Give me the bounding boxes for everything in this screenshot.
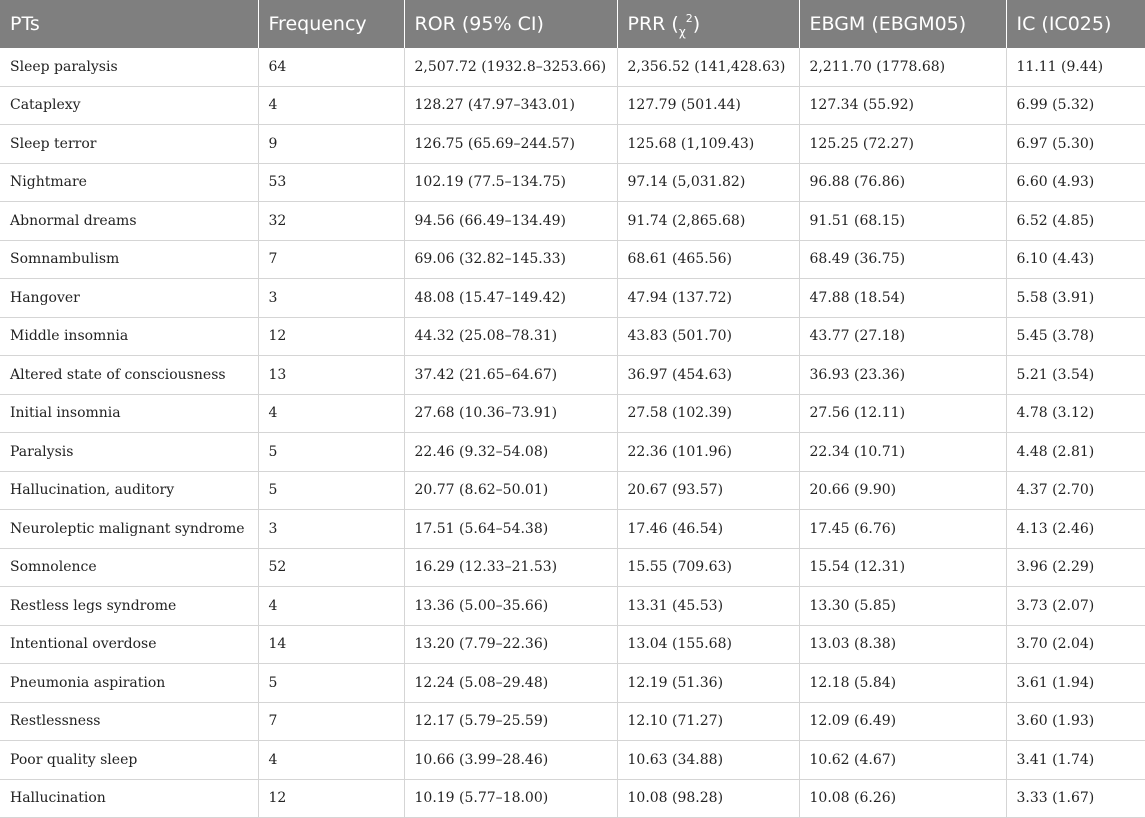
header-prr-suffix: ) [692, 13, 701, 35]
cell-prr: 97.14 (5,031.82) [617, 163, 799, 202]
cell-ebgm: 47.88 (18.54) [799, 279, 1006, 318]
table-row [0, 433, 1145, 472]
cell-prr: 10.63 (34.88) [617, 741, 799, 780]
header-prr-sup: 2 [685, 12, 693, 25]
header-pts: PTs [0, 0, 258, 48]
cell-ror: 10.66 (3.99–28.46) [404, 741, 617, 780]
cell-prr: 43.83 (501.70) [617, 317, 799, 356]
cell-frequency: 4 [258, 394, 404, 433]
cell-ic: 6.52 (4.85) [1006, 202, 1145, 241]
cell-ic: 3.96 (2.29) [1006, 548, 1145, 587]
table-row [0, 779, 1145, 818]
cell-ror: 20.77 (8.62–50.01) [404, 471, 617, 510]
cell-frequency: 53 [258, 163, 404, 202]
cell-pt: Nightmare [0, 163, 258, 202]
cell-ebgm: 125.25 (72.27) [799, 125, 1006, 164]
cell-ror: 13.20 (7.79–22.36) [404, 625, 617, 664]
cell-ebgm: 22.34 (10.71) [799, 433, 1006, 472]
cell-frequency: 5 [258, 433, 404, 472]
cell-pt: Middle insomnia [0, 317, 258, 356]
cell-frequency: 12 [258, 779, 404, 818]
cell-ic: 11.11 (9.44) [1006, 48, 1145, 86]
cell-ror: 27.68 (10.36–73.91) [404, 394, 617, 433]
cell-frequency: 4 [258, 741, 404, 780]
table-row [0, 48, 1145, 86]
cell-prr: 2,356.52 (141,428.63) [617, 48, 799, 86]
cell-ror: 44.32 (25.08–78.31) [404, 317, 617, 356]
table-row [0, 163, 1145, 202]
cell-ic: 4.48 (2.81) [1006, 433, 1145, 472]
cell-pt: Somnolence [0, 548, 258, 587]
table-row [0, 86, 1145, 125]
cell-prr: 127.79 (501.44) [617, 86, 799, 125]
cell-pt: Altered state of consciousness [0, 356, 258, 395]
cell-ic: 5.21 (3.54) [1006, 356, 1145, 395]
cell-ic: 6.97 (5.30) [1006, 125, 1145, 164]
cell-ror: 17.51 (5.64–54.38) [404, 510, 617, 549]
cell-ebgm: 10.62 (4.67) [799, 741, 1006, 780]
cell-frequency: 3 [258, 510, 404, 549]
table-row [0, 317, 1145, 356]
cell-ebgm: 17.45 (6.76) [799, 510, 1006, 549]
cell-ebgm: 2,211.70 (1778.68) [799, 48, 1006, 86]
cell-ebgm: 13.03 (8.38) [799, 625, 1006, 664]
cell-ebgm: 20.66 (9.90) [799, 471, 1006, 510]
cell-ebgm: 10.08 (6.26) [799, 779, 1006, 818]
table-row [0, 240, 1145, 279]
table-row [0, 279, 1145, 318]
header-frequency: Frequency [258, 0, 404, 48]
cell-pt: Hallucination, auditory [0, 471, 258, 510]
cell-prr: 47.94 (137.72) [617, 279, 799, 318]
table-row [0, 664, 1145, 703]
table-row [0, 125, 1145, 164]
cell-pt: Intentional overdose [0, 625, 258, 664]
cell-prr: 17.46 (46.54) [617, 510, 799, 549]
cell-prr: 125.68 (1,109.43) [617, 125, 799, 164]
cell-ebgm: 127.34 (55.92) [799, 86, 1006, 125]
cell-pt: Poor quality sleep [0, 741, 258, 780]
table-row [0, 356, 1145, 395]
cell-pt: Sleep terror [0, 125, 258, 164]
cell-ic: 3.70 (2.04) [1006, 625, 1145, 664]
cell-ror: 37.42 (21.65–64.67) [404, 356, 617, 395]
cell-frequency: 5 [258, 664, 404, 703]
cell-ror: 22.46 (9.32–54.08) [404, 433, 617, 472]
cell-ror: 69.06 (32.82–145.33) [404, 240, 617, 279]
cell-ic: 3.60 (1.93) [1006, 702, 1145, 741]
cell-pt: Abnormal dreams [0, 202, 258, 241]
table-row [0, 471, 1145, 510]
cell-prr: 27.58 (102.39) [617, 394, 799, 433]
header-prr-prefix: PRR ( [627, 13, 679, 35]
cell-ror: 12.24 (5.08–29.48) [404, 664, 617, 703]
cell-prr: 13.04 (155.68) [617, 625, 799, 664]
cell-ebgm: 68.49 (36.75) [799, 240, 1006, 279]
cell-pt: Neuroleptic malignant syndrome [0, 510, 258, 549]
table-row [0, 510, 1145, 549]
cell-pt: Sleep paralysis [0, 48, 258, 86]
table-row [0, 587, 1145, 626]
cell-frequency: 4 [258, 587, 404, 626]
cell-ebgm: 43.77 (27.18) [799, 317, 1006, 356]
cell-ebgm: 27.56 (12.11) [799, 394, 1006, 433]
header-ic: IC (IC025) [1006, 0, 1145, 48]
cell-frequency: 32 [258, 202, 404, 241]
header-ror: ROR (95% CI) [404, 0, 617, 48]
cell-pt: Restless legs syndrome [0, 587, 258, 626]
header-prr [617, 0, 799, 48]
table-row [0, 741, 1145, 780]
cell-frequency: 13 [258, 356, 404, 395]
cell-ic: 6.60 (4.93) [1006, 163, 1145, 202]
cell-frequency: 7 [258, 702, 404, 741]
cell-ic: 3.41 (1.74) [1006, 741, 1145, 780]
cell-prr: 12.10 (71.27) [617, 702, 799, 741]
cell-pt: Cataplexy [0, 86, 258, 125]
cell-pt: Somnambulism [0, 240, 258, 279]
cell-ror: 128.27 (47.97–343.01) [404, 86, 617, 125]
cell-frequency: 64 [258, 48, 404, 86]
cell-ebgm: 15.54 (12.31) [799, 548, 1006, 587]
cell-prr: 15.55 (709.63) [617, 548, 799, 587]
table-row [0, 702, 1145, 741]
table-row [0, 625, 1145, 664]
cell-ic: 3.33 (1.67) [1006, 779, 1145, 818]
cell-frequency: 5 [258, 471, 404, 510]
cell-prr: 13.31 (45.53) [617, 587, 799, 626]
cell-frequency: 9 [258, 125, 404, 164]
cell-frequency: 52 [258, 548, 404, 587]
cell-pt: Hangover [0, 279, 258, 318]
cell-ic: 6.99 (5.32) [1006, 86, 1145, 125]
cell-pt: Restlessness [0, 702, 258, 741]
cell-frequency: 4 [258, 86, 404, 125]
cell-ror: 2,507.72 (1932.8–3253.66) [404, 48, 617, 86]
header-prr-chi: χ [678, 25, 686, 39]
cell-prr: 10.08 (98.28) [617, 779, 799, 818]
cell-ebgm: 13.30 (5.85) [799, 587, 1006, 626]
cell-ror: 13.36 (5.00–35.66) [404, 587, 617, 626]
header-ebgm: EBGM (EBGM05) [799, 0, 1006, 48]
cell-pt: Paralysis [0, 433, 258, 472]
cell-ror: 48.08 (15.47–149.42) [404, 279, 617, 318]
table-header [0, 0, 1145, 48]
header-row [0, 0, 1145, 48]
table-row [0, 394, 1145, 433]
cell-ror: 102.19 (77.5–134.75) [404, 163, 617, 202]
cell-prr: 20.67 (93.57) [617, 471, 799, 510]
cell-frequency: 3 [258, 279, 404, 318]
cell-ebgm: 36.93 (23.36) [799, 356, 1006, 395]
cell-prr: 22.36 (101.96) [617, 433, 799, 472]
cell-ic: 6.10 (4.43) [1006, 240, 1145, 279]
cell-frequency: 12 [258, 317, 404, 356]
cell-ebgm: 12.09 (6.49) [799, 702, 1006, 741]
cell-ror: 94.56 (66.49–134.49) [404, 202, 617, 241]
cell-ebgm: 12.18 (5.84) [799, 664, 1006, 703]
table-body [0, 48, 1145, 818]
cell-frequency: 7 [258, 240, 404, 279]
cell-ic: 3.73 (2.07) [1006, 587, 1145, 626]
cell-ror: 126.75 (65.69–244.57) [404, 125, 617, 164]
cell-pt: Pneumonia aspiration [0, 664, 258, 703]
cell-prr: 91.74 (2,865.68) [617, 202, 799, 241]
cell-ic: 5.58 (3.91) [1006, 279, 1145, 318]
cell-ic: 4.78 (3.12) [1006, 394, 1145, 433]
cell-prr: 36.97 (454.63) [617, 356, 799, 395]
cell-pt: Hallucination [0, 779, 258, 818]
cell-pt: Initial insomnia [0, 394, 258, 433]
table-row [0, 548, 1145, 587]
cell-ebgm: 96.88 (76.86) [799, 163, 1006, 202]
table-row [0, 202, 1145, 241]
cell-prr: 68.61 (465.56) [617, 240, 799, 279]
cell-ror: 12.17 (5.79–25.59) [404, 702, 617, 741]
cell-ror: 16.29 (12.33–21.53) [404, 548, 617, 587]
cell-ic: 3.61 (1.94) [1006, 664, 1145, 703]
cell-frequency: 14 [258, 625, 404, 664]
cell-ic: 4.13 (2.46) [1006, 510, 1145, 549]
cell-ic: 5.45 (3.78) [1006, 317, 1145, 356]
cell-ic: 4.37 (2.70) [1006, 471, 1145, 510]
cell-ebgm: 91.51 (68.15) [799, 202, 1006, 241]
cell-ror: 10.19 (5.77–18.00) [404, 779, 617, 818]
cell-prr: 12.19 (51.36) [617, 664, 799, 703]
